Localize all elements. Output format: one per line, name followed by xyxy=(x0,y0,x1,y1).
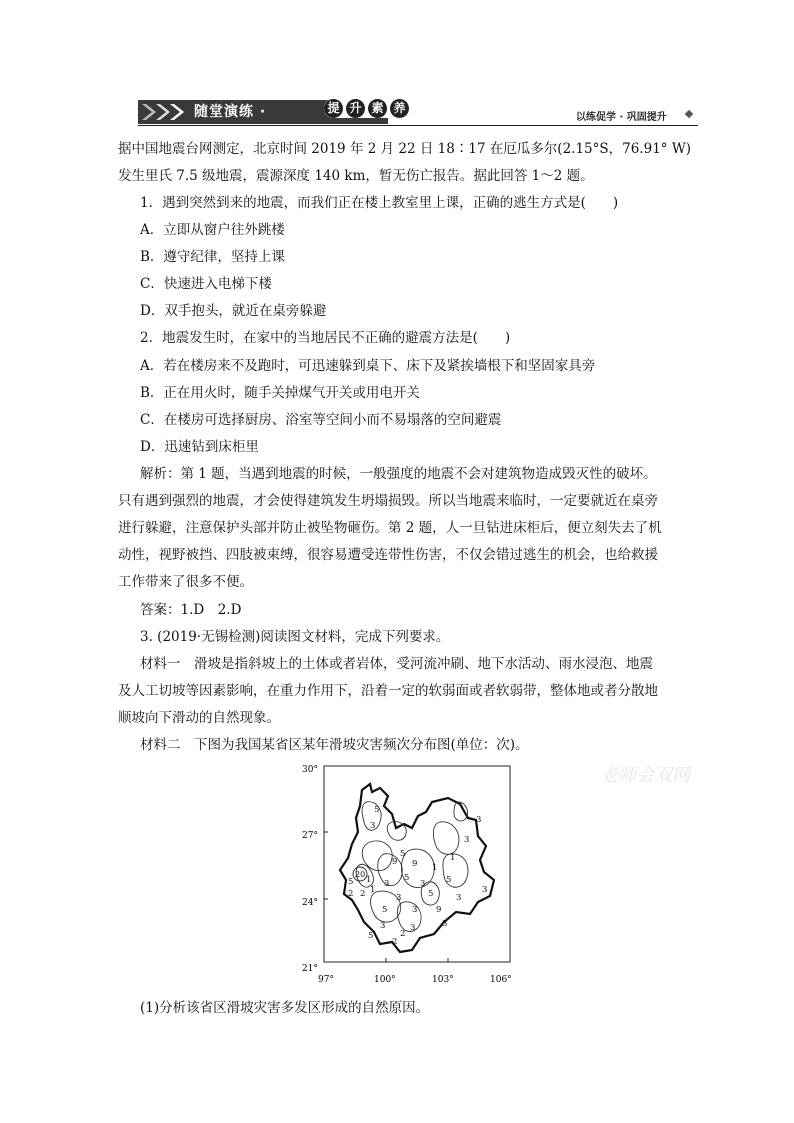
contour-label: 2 xyxy=(348,889,354,899)
section-header xyxy=(138,96,698,130)
material-1-line-1: 材料一 滑坡是指斜坡上的土体或者岩体，受河流冲刷、地下水活动、雨水浸泡、地震 xyxy=(140,656,653,672)
explanation-line-4: 动性，视野被挡、四肢被束缚，很容易遭受连带性伤害，不仅会错过逃生的机会，也给救援 xyxy=(118,547,658,563)
contour-label: 3 xyxy=(420,879,426,889)
contour-label: 3 xyxy=(396,893,402,903)
contour-label: 5 xyxy=(446,875,452,885)
x-tick-label: 106° xyxy=(490,975,512,985)
contour-label: 5 xyxy=(368,931,374,941)
answer-line: 答案：1.D 2.D xyxy=(140,602,242,618)
contour-label: 1 xyxy=(366,875,372,885)
explanation-line-3: 进行躲避，注意保护头部并防止被坠物砸伤。第 2 题，人一旦钻进床柜后，便立刻失去了机 xyxy=(118,520,662,536)
material-1-line-2: 及人工切坡等因素影响，在重力作用下，沿着一定的软弱面或者软弱带，整体地或者分散地 xyxy=(118,683,658,699)
x-tick-label: 100° xyxy=(374,975,396,985)
contour-label: 3 xyxy=(464,835,470,845)
question-2: 2．地震发生时，在家中的当地居民不正确的避震方法是( ) xyxy=(140,330,511,346)
contour-label: 5 xyxy=(428,889,434,899)
contour-label: 3 xyxy=(412,905,418,915)
contour-label: 5 xyxy=(400,849,406,859)
contour-label: 3 xyxy=(442,919,448,929)
contour-label: 20 xyxy=(355,870,366,879)
x-tick-label: 103° xyxy=(432,975,454,985)
contour-label: 3 xyxy=(384,879,390,889)
banner-pill xyxy=(324,99,416,118)
intro-line-1: 据中国地震台网测定，北京时间 2019 年 2 月 22 日 18∶17 在厄瓜多尔(2.15°S，76.91° W) xyxy=(118,141,691,157)
diamond-icon xyxy=(685,110,693,118)
y-tick-label: 21° xyxy=(302,964,318,974)
contour-label: 5 xyxy=(382,905,388,915)
contour-label: 9 xyxy=(412,859,418,869)
contour-label: 2 xyxy=(360,889,366,899)
y-tick-label: 27° xyxy=(302,831,318,841)
q2-option-d: D．迅速钻到床柜里 xyxy=(140,439,259,455)
landslide-frequency-map xyxy=(300,762,530,992)
q1-option-b: B．遵守纪律，坚持上课 xyxy=(140,249,285,265)
contour-label: 5 xyxy=(374,805,380,815)
question-3-1: (1)分析该省区滑坡灾害多发区形成的自然原因。 xyxy=(140,1000,430,1016)
header-rule xyxy=(138,125,698,126)
contour-label: 2 xyxy=(392,937,398,947)
watermark: 老师会双网 xyxy=(600,765,690,786)
pill-char: 养 xyxy=(390,99,409,118)
contour-label: 1 xyxy=(432,863,438,873)
y-tick-label: 30° xyxy=(302,765,318,775)
pill-char: 提 xyxy=(324,99,343,118)
contour-label: 1 xyxy=(370,885,376,895)
contour-label: 9 xyxy=(436,905,442,915)
pill-char: 素 xyxy=(368,99,387,118)
q1-option-c: C．快速进入电梯下楼 xyxy=(140,276,272,292)
explanation-line-2: 只有遇到强烈的地震，才会使得建筑发生坍塌损毁。所以当地震来临时，一定要就近在桌旁 xyxy=(118,493,658,509)
question-1: 1．遇到突然到来的地震，而我们正在楼上教室里上课，正确的逃生方式是( ) xyxy=(140,195,619,211)
contour-label: 3 xyxy=(476,815,482,825)
explanation-line-5: 工作带来了很多不便。 xyxy=(118,574,253,590)
material-1-line-3: 顺坡向下滑动的自然现象。 xyxy=(118,710,280,726)
contour-label: 3 xyxy=(482,885,488,895)
q2-option-a: A．若在楼房来不及跑时，可迅速躲到桌下、床下及紧挨墙根下和坚固家具旁 xyxy=(140,358,596,374)
explanation-line-1: 解析：第 1 题，当遇到地震的时候，一般强度的地震不会对建筑物造成毁灭性的破坏。 xyxy=(140,466,657,482)
y-tick-label: 24° xyxy=(302,898,318,908)
q1-option-a: A．立即从窗户往外跳楼 xyxy=(140,222,285,238)
contour-label: 3 xyxy=(456,893,462,903)
contour-label: 3 xyxy=(370,821,376,831)
contour-label: 5 xyxy=(404,873,410,883)
header-right-text: 以练促学 · 巩固提升 xyxy=(576,112,667,123)
contour-label: 5 xyxy=(348,877,354,887)
q2-option-b: B．正在用火时，随手关掉煤气开关或用电开关 xyxy=(140,385,420,401)
q2-option-c: C．在楼房可选择厨房、浴室等空间小而不易塌落的空间避震 xyxy=(140,412,502,428)
q1-option-d: D．双手抱头，就近在桌旁躲避 xyxy=(140,303,327,319)
contour-label: 3 xyxy=(410,923,416,933)
material-2: 材料二 下图为我国某省区某年滑坡灾害频次分布图(单位：次)。 xyxy=(140,737,529,753)
pill-char: 升 xyxy=(346,99,365,118)
contour-label: 3 xyxy=(380,921,386,931)
intro-line-2: 发生里氏 7.5 级地震，震源深度 140 km，暂无伤亡报告。据此回答 1～2 题。 xyxy=(118,168,594,184)
question-3: 3. (2019·无锡检测)阅读图文材料，完成下列要求。 xyxy=(140,629,450,645)
x-tick-label: 97° xyxy=(318,975,334,985)
contour-label: 1 xyxy=(450,853,456,863)
contour-label: 9 xyxy=(392,857,398,867)
contour-label: 2 xyxy=(400,929,406,939)
banner-title: 随堂演练 · xyxy=(194,104,267,120)
